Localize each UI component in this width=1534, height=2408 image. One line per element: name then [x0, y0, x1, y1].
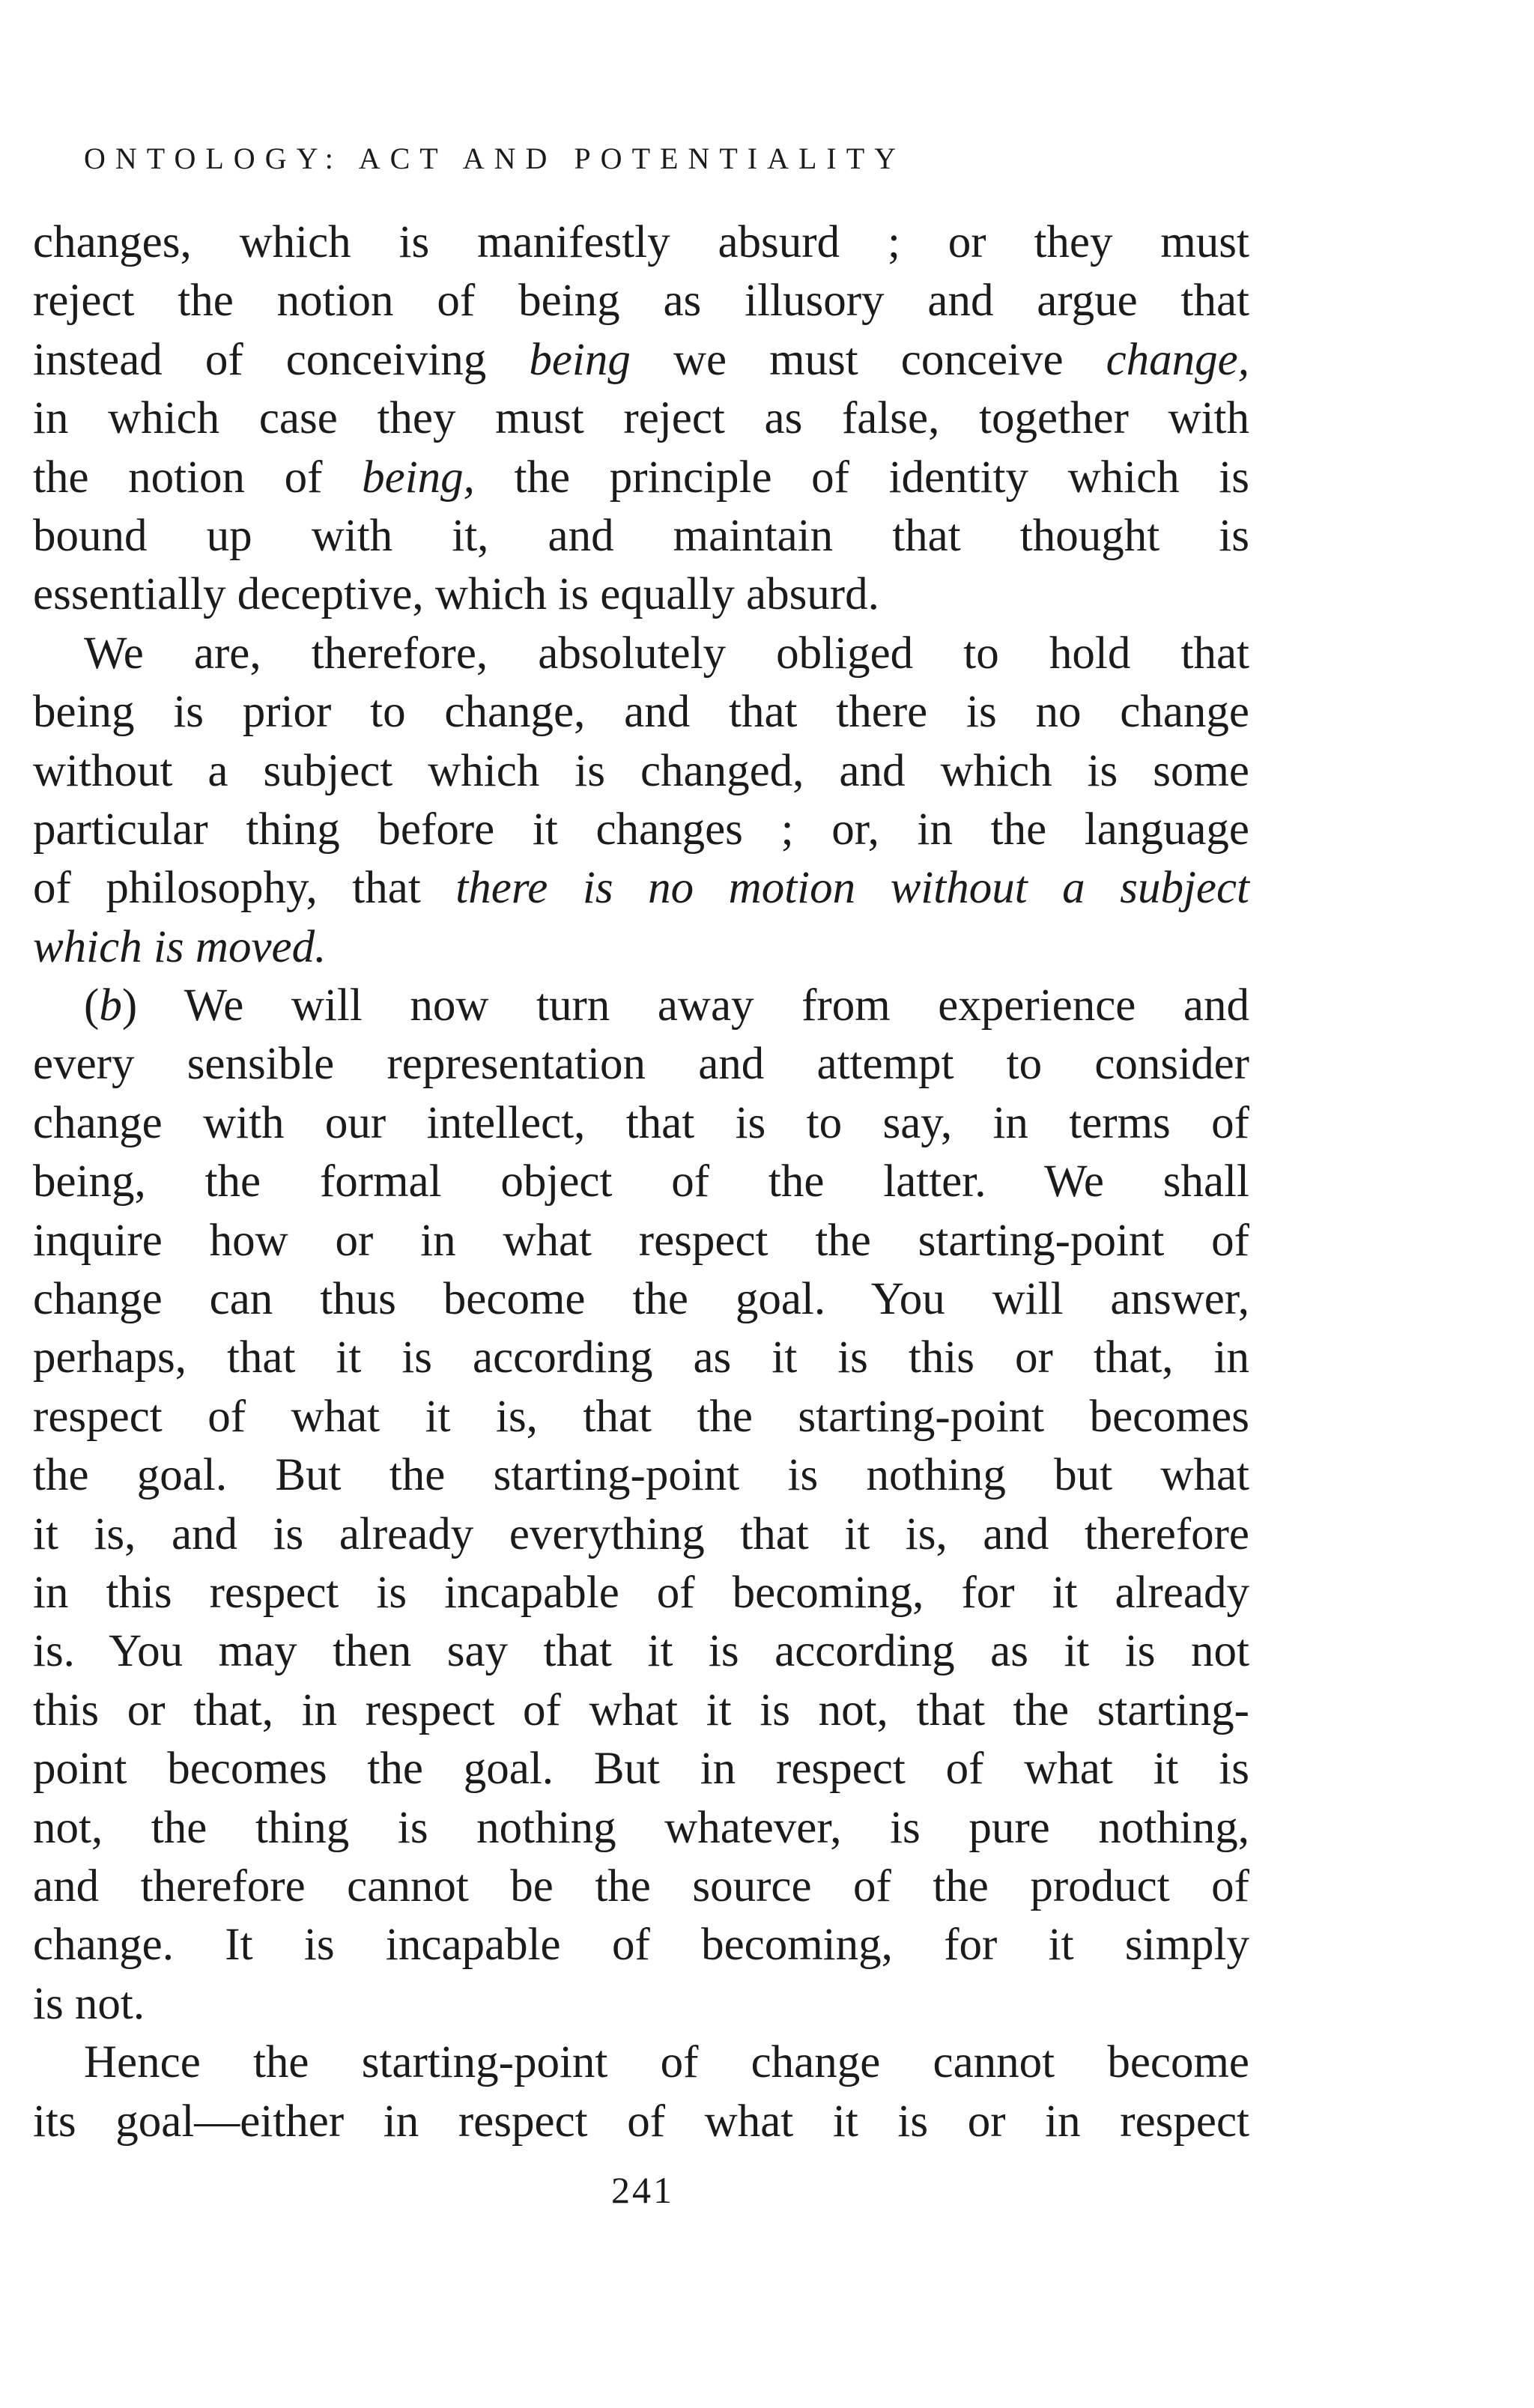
italic-text: there is no motion without a subject [455, 863, 1249, 914]
text-segment: inquire how or in what respect the starting-point of [33, 1215, 1249, 1266]
body-text [33, 213, 1249, 2151]
italic-text: which is moved. [33, 921, 327, 972]
text-segment: perhaps, that it is according as it is this or that, in [33, 1332, 1249, 1383]
text-segment: the principle of identity which is [474, 452, 1249, 503]
text-segment: this or that, in respect of what it is not, that the starting- [33, 1684, 1249, 1735]
text-line [33, 1446, 1249, 1505]
text-line [33, 2034, 1249, 2092]
italic-text: being [529, 334, 631, 385]
text-line [33, 1564, 1249, 1622]
text-segment: ( [84, 980, 100, 1031]
text-segment: being, the formal object of the latter. We shall [33, 1156, 1249, 1207]
text-line [33, 1035, 1249, 1094]
text-segment: instead of conceiving [33, 334, 530, 385]
text-line [33, 1857, 1249, 1916]
text-segment: changes, which is manifestly absurd ; or they must [33, 217, 1249, 267]
text-segment: change with our intellect, that is to say, in terms of [33, 1097, 1249, 1148]
text-line [33, 1153, 1249, 1211]
text-line [33, 1388, 1249, 1446]
text-segment: is. You may then say that it is according as it is not [33, 1626, 1249, 1677]
text-segment: change can thus become the goal. You will answer, [33, 1274, 1249, 1325]
text-segment: we must conceive [630, 334, 1106, 385]
text-segment: without a subject which is changed, and which is some [33, 745, 1249, 796]
text-line [33, 1329, 1249, 1387]
text-segment: Hence the starting-point of change cannot become [84, 2037, 1249, 2088]
text-line [33, 1622, 1249, 1681]
text-segment: in this respect is incapable of becoming, for it already [33, 1567, 1249, 1618]
italic-text: b [99, 980, 122, 1031]
text-segment: We are, therefore, absolutely obliged to hold that [84, 628, 1249, 679]
text-line [33, 1740, 1249, 1798]
text-line [33, 507, 1249, 565]
text-segment: being is prior to change, and that there is no change [33, 687, 1249, 738]
text-segment: particular thing before it changes ; or, in the language [33, 804, 1249, 855]
text-line [33, 859, 1249, 918]
text-line [33, 1094, 1249, 1153]
text-line [33, 331, 1249, 389]
text-line [33, 2093, 1249, 2151]
text-segment: not, the thing is nothing whatever, is pure nothing, [33, 1802, 1249, 1853]
running-head: ONTOLOGY: ACT AND POTENTIALITY [84, 142, 906, 175]
text-line [33, 918, 1249, 977]
text-line [33, 213, 1249, 272]
text-segment: bound up with it, and maintain that thought is [33, 510, 1249, 561]
text-line [33, 1799, 1249, 1857]
text-segment: respect of what it is, that the starting-point becomes [33, 1391, 1249, 1442]
text-line [33, 1916, 1249, 1974]
text-line [33, 801, 1249, 859]
text-line [33, 1212, 1249, 1270]
text-segment: every sensible representation and attempt to consider [33, 1039, 1249, 1090]
text-line [33, 449, 1249, 507]
text-segment: essentially deceptive, which is equally absurd. [33, 569, 879, 620]
text-segment: ) We will now turn away from experience and [121, 980, 1249, 1031]
text-line [33, 565, 1249, 624]
text-segment: change. It is incapable of becoming, for it simply [33, 1920, 1249, 1971]
italic-text: change, [1106, 334, 1249, 385]
text-line [33, 742, 1249, 801]
text-segment: reject the notion of being as illusory and argue that [33, 276, 1249, 327]
text-line [33, 1505, 1249, 1564]
text-line [33, 272, 1249, 330]
text-segment: the goal. But the starting-point is nothing but what [33, 1450, 1249, 1501]
text-segment: it is, and is already everything that it is, and therefore [33, 1508, 1249, 1559]
page-number: 241 [611, 2169, 674, 2211]
text-line [33, 1270, 1249, 1329]
text-segment: is not. [33, 1978, 145, 2029]
text-line [33, 977, 1249, 1035]
text-line [33, 1681, 1249, 1740]
text-line [33, 1975, 1249, 2034]
text-segment: the notion of [33, 452, 363, 503]
text-line [33, 625, 1249, 683]
italic-text: being, [362, 452, 475, 503]
text-line [33, 389, 1249, 448]
text-segment: point becomes the goal. But in respect of what it is [33, 1744, 1249, 1795]
text-segment: of philosophy, that [33, 863, 456, 914]
text-segment: its goal—either in respect of what it is or in respect [33, 2096, 1249, 2147]
text-segment: and therefore cannot be the source of the product of [33, 1860, 1249, 1911]
text-segment: in which case they must reject as false, together with [33, 393, 1249, 444]
text-line [33, 683, 1249, 741]
